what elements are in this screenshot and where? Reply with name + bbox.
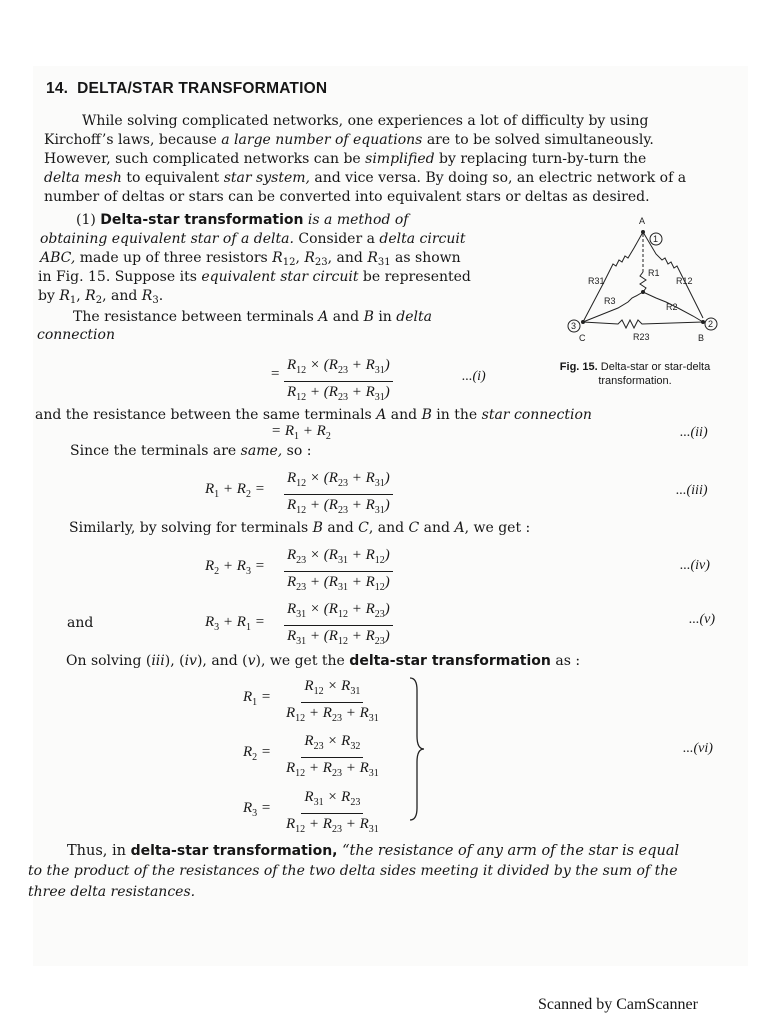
and-label: and xyxy=(67,615,94,631)
node-b-label: B xyxy=(698,333,705,343)
delta-star-line-3: ABC, made up of three resistors $R_{12}$, $R_{23}$, and $R_{31}$ as shown xyxy=(40,250,461,268)
intro-line-5: number of deltas or stars can be converted into equivalent stars or deltas as desired. xyxy=(44,189,650,205)
eq-iii-lhs: $R_1 + R_2$ = xyxy=(205,481,265,500)
node-a-label: A xyxy=(639,216,646,226)
resistance-ab-line-1: The resistance between terminals A and B in delta xyxy=(73,309,432,325)
r31-label: R31 xyxy=(588,276,605,286)
solving-line: On solving (iii), (iv), and (v), we get the delta-star transformation as : xyxy=(66,653,581,669)
scanner-footer: Scanned by CamScanner xyxy=(538,996,698,1013)
intro-line-3: However, such complicated networks can be simplified by replacing turn-by-turn the xyxy=(44,151,647,167)
since-line: Since the terminals are same, so : xyxy=(70,443,312,459)
eq-tag-iii: ...(iii) xyxy=(676,483,708,498)
node-1-label: 1 xyxy=(653,234,659,244)
eq-vi-r3-lhs: $R_3$ = xyxy=(243,800,272,819)
node-3-label: 3 xyxy=(571,321,577,331)
eq-iii-fraction: $\frac{R_{12} \times (R_{23} + R_{31})}{R_{12} + (R_{23} + R_{31})}$ xyxy=(284,469,393,520)
section-heading xyxy=(46,80,327,98)
figure-caption: Fig. 15. Delta-star or star-delta transformation. xyxy=(559,361,711,387)
eq-iv-lhs: $R_2 + R_3$ = xyxy=(205,558,265,577)
intro-line-4: delta mesh to equivalent star system, and vice versa. By doing so, an electric network of a xyxy=(44,170,687,186)
r2-label: R2 xyxy=(666,302,678,312)
eq-tag-iv: ...(iv) xyxy=(680,558,710,573)
eq-tag-ii: ...(ii) xyxy=(680,425,708,440)
r12-label: R12 xyxy=(676,276,693,286)
eq-vi-r2-fraction: $\frac{R_{23} \times R_{32}}{R_{12} + R_{23} + R_{31}}$ xyxy=(286,733,379,779)
eq-iv-fraction: $\frac{R_{23} \times (R_{31} + R_{12})}{R_{23} + (R_{31} + R_{12})}$ xyxy=(284,546,393,597)
star-connection-line: and the resistance between the same terminals A and B in the star connection xyxy=(35,407,592,423)
eq-vi-r1-lhs: $R_1$ = xyxy=(243,689,272,708)
delta-star-line-4: in Fig. 15. Suppose its equivalent star circuit be represented xyxy=(38,269,471,285)
eq-vi-r2-lhs: $R_2$ = xyxy=(243,744,272,763)
eq-tag-i: ...(i) xyxy=(462,369,486,384)
eq-ii-expression: = $R_1 + R_2$ xyxy=(271,423,331,442)
section-title: DELTA/STAR TRANSFORMATION xyxy=(77,80,328,97)
similarly-line: Similarly, by solving for terminals B and C, and C and A, we get : xyxy=(69,520,531,536)
node-c-label: C xyxy=(579,333,586,343)
intro-line-1: While solving complicated networks, one experiences a lot of difficulty by using xyxy=(82,113,649,129)
right-brace xyxy=(408,676,426,822)
delta-star-diagram xyxy=(548,212,738,362)
r1-label: R1 xyxy=(648,268,660,278)
delta-star-line-5: by $R_1$, $R_2$, and $R_3$. xyxy=(38,288,164,306)
conclusion-line-1: Thus, in delta-star transformation, “the resistance of any arm of the star is equal xyxy=(67,843,680,859)
resistance-ab-line-2: connection xyxy=(37,327,115,343)
eq-i-equals: = xyxy=(270,366,281,382)
r23-label: R23 xyxy=(633,332,650,342)
eq-v-lhs: $R_3 + R_1$ = xyxy=(205,614,265,633)
r3-label: R3 xyxy=(604,296,616,306)
eq-vi-r1-fraction: $\frac{R_{12} \times R_{31}}{R_{12} + R_{23} + R_{31}}$ xyxy=(286,678,379,724)
eq-tag-v: ...(v) xyxy=(689,612,716,627)
eq-tag-vi: ...(vi) xyxy=(683,741,713,756)
conclusion-line-2: to the product of the resistances of the two delta sides meeting it divided by the sum of the xyxy=(28,863,678,879)
intro-line-2: Kirchoff’s laws, because a large number of equations are to be solved simultaneously. xyxy=(44,132,654,148)
eq-v-fraction: $\frac{R_{31} \times (R_{12} + R_{23})}{R_{31} + (R_{12} + R_{23})}$ xyxy=(284,600,393,651)
delta-star-line-1: (1) Delta-star transformation is a method of xyxy=(76,212,409,228)
eq-vi-r3-fraction: $\frac{R_{31} \times R_{23}}{R_{12} + R_{23} + R_{31}}$ xyxy=(286,789,379,835)
section-number: 14. xyxy=(46,80,69,97)
node-2-label: 2 xyxy=(708,319,714,329)
delta-star-line-2: obtaining equivalent star of a delta. Consider a delta circuit xyxy=(40,231,466,247)
conclusion-line-3: three delta resistances. xyxy=(28,884,196,900)
eq-i-fraction: $\frac{R_{12} \times (R_{23} + R_{31})}{R_{12} + (R_{23} + R_{31})}$ xyxy=(284,356,393,407)
